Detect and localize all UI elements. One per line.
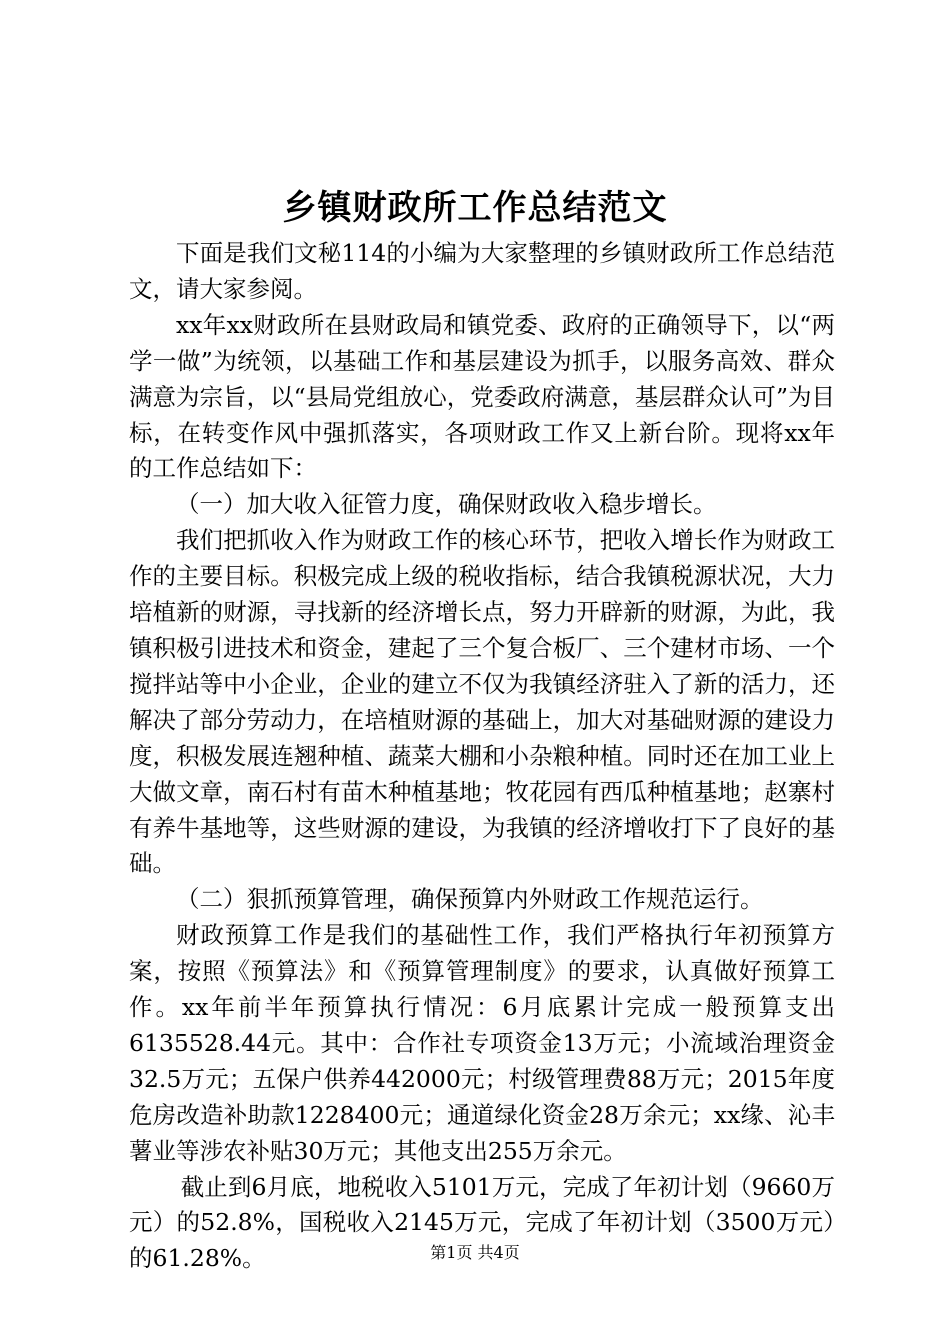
budget-paragraph: 财政预算工作是我们的基础性工作，我们严格执行年初预算方案，按照《预算法》和《预算管理制度》的要求，认真做好预算工作。xx年前半年预算执行情况：6月底累计完成一般预算支出6135528.44元。其中：合作社专项资金13万元；小流域治理资金32.5万元；五保户供养442000元；村级管理费88万元；2015年度危房改造补助款1228400元；通道绿化资金28万余元；xx缘、沁丰薯业等涉农补贴30万元；其他支出255万余元。 — [129, 921, 835, 1165]
tax-paragraph: 截止到6月底，地税收入5101万元，完成了年初计划（9660万元）的52.8%，国税收入2145万元，完成了年初计划（3500万元）的61.28%。 — [129, 1172, 835, 1273]
page-footer: 第1页 共4页 — [430, 1243, 520, 1262]
document-body — [129, 236, 835, 1277]
intro-paragraph: 下面是我们文秘114的小编为大家整理的乡镇财政所工作总结范文，请大家参阅。 — [129, 239, 835, 303]
overview-paragraph: xx年xx财政所在县财政局和镇党委、政府的正确领导下，以“两学一做”为统领，以基础工作和基层建设为抓手，以服务高效、群众满意为宗旨，以“县局党组放心，党委政府满意，基层群众认可”为目标，在转变作风中强抓落实，各项财政工作又上新台阶。现将xx年的工作总结如下： — [129, 310, 835, 483]
document-title: 乡镇财政所工作总结范文 — [282, 188, 668, 228]
revenue-paragraph: 我们把抓收入作为财政工作的核心环节，把收入增长作为财政工作的主要目标。积极完成上级的税收指标，结合我镇税源状况，大力培植新的财源，寻找新的经济增长点，努力开辟新的财源，为此，我镇积极引进技术和资金，建起了三个复合板厂、三个建材市场、一个搅拌站等中小企业，企业的建立不仅为我镇经济驻入了新的活力，还解决了部分劳动力，在培植财源的基础上，加大对基础财源的建设力度，积极发展连翘种植、蔬菜大棚和小杂粮种植。同时还在加工业上大做文章，南石村有苗木种植基地；牧花园有西瓜种植基地；赵寨村有养牛基地等，这些财源的建设，为我镇的经济增收打下了良好的基础。 — [129, 526, 835, 878]
section-heading-1: （一）加大收入征管力度，确保财政收入稳步增长。 — [176, 490, 717, 519]
section-heading-2: （二）狠抓预算管理，确保预算内外财政工作规范运行。 — [176, 885, 764, 914]
